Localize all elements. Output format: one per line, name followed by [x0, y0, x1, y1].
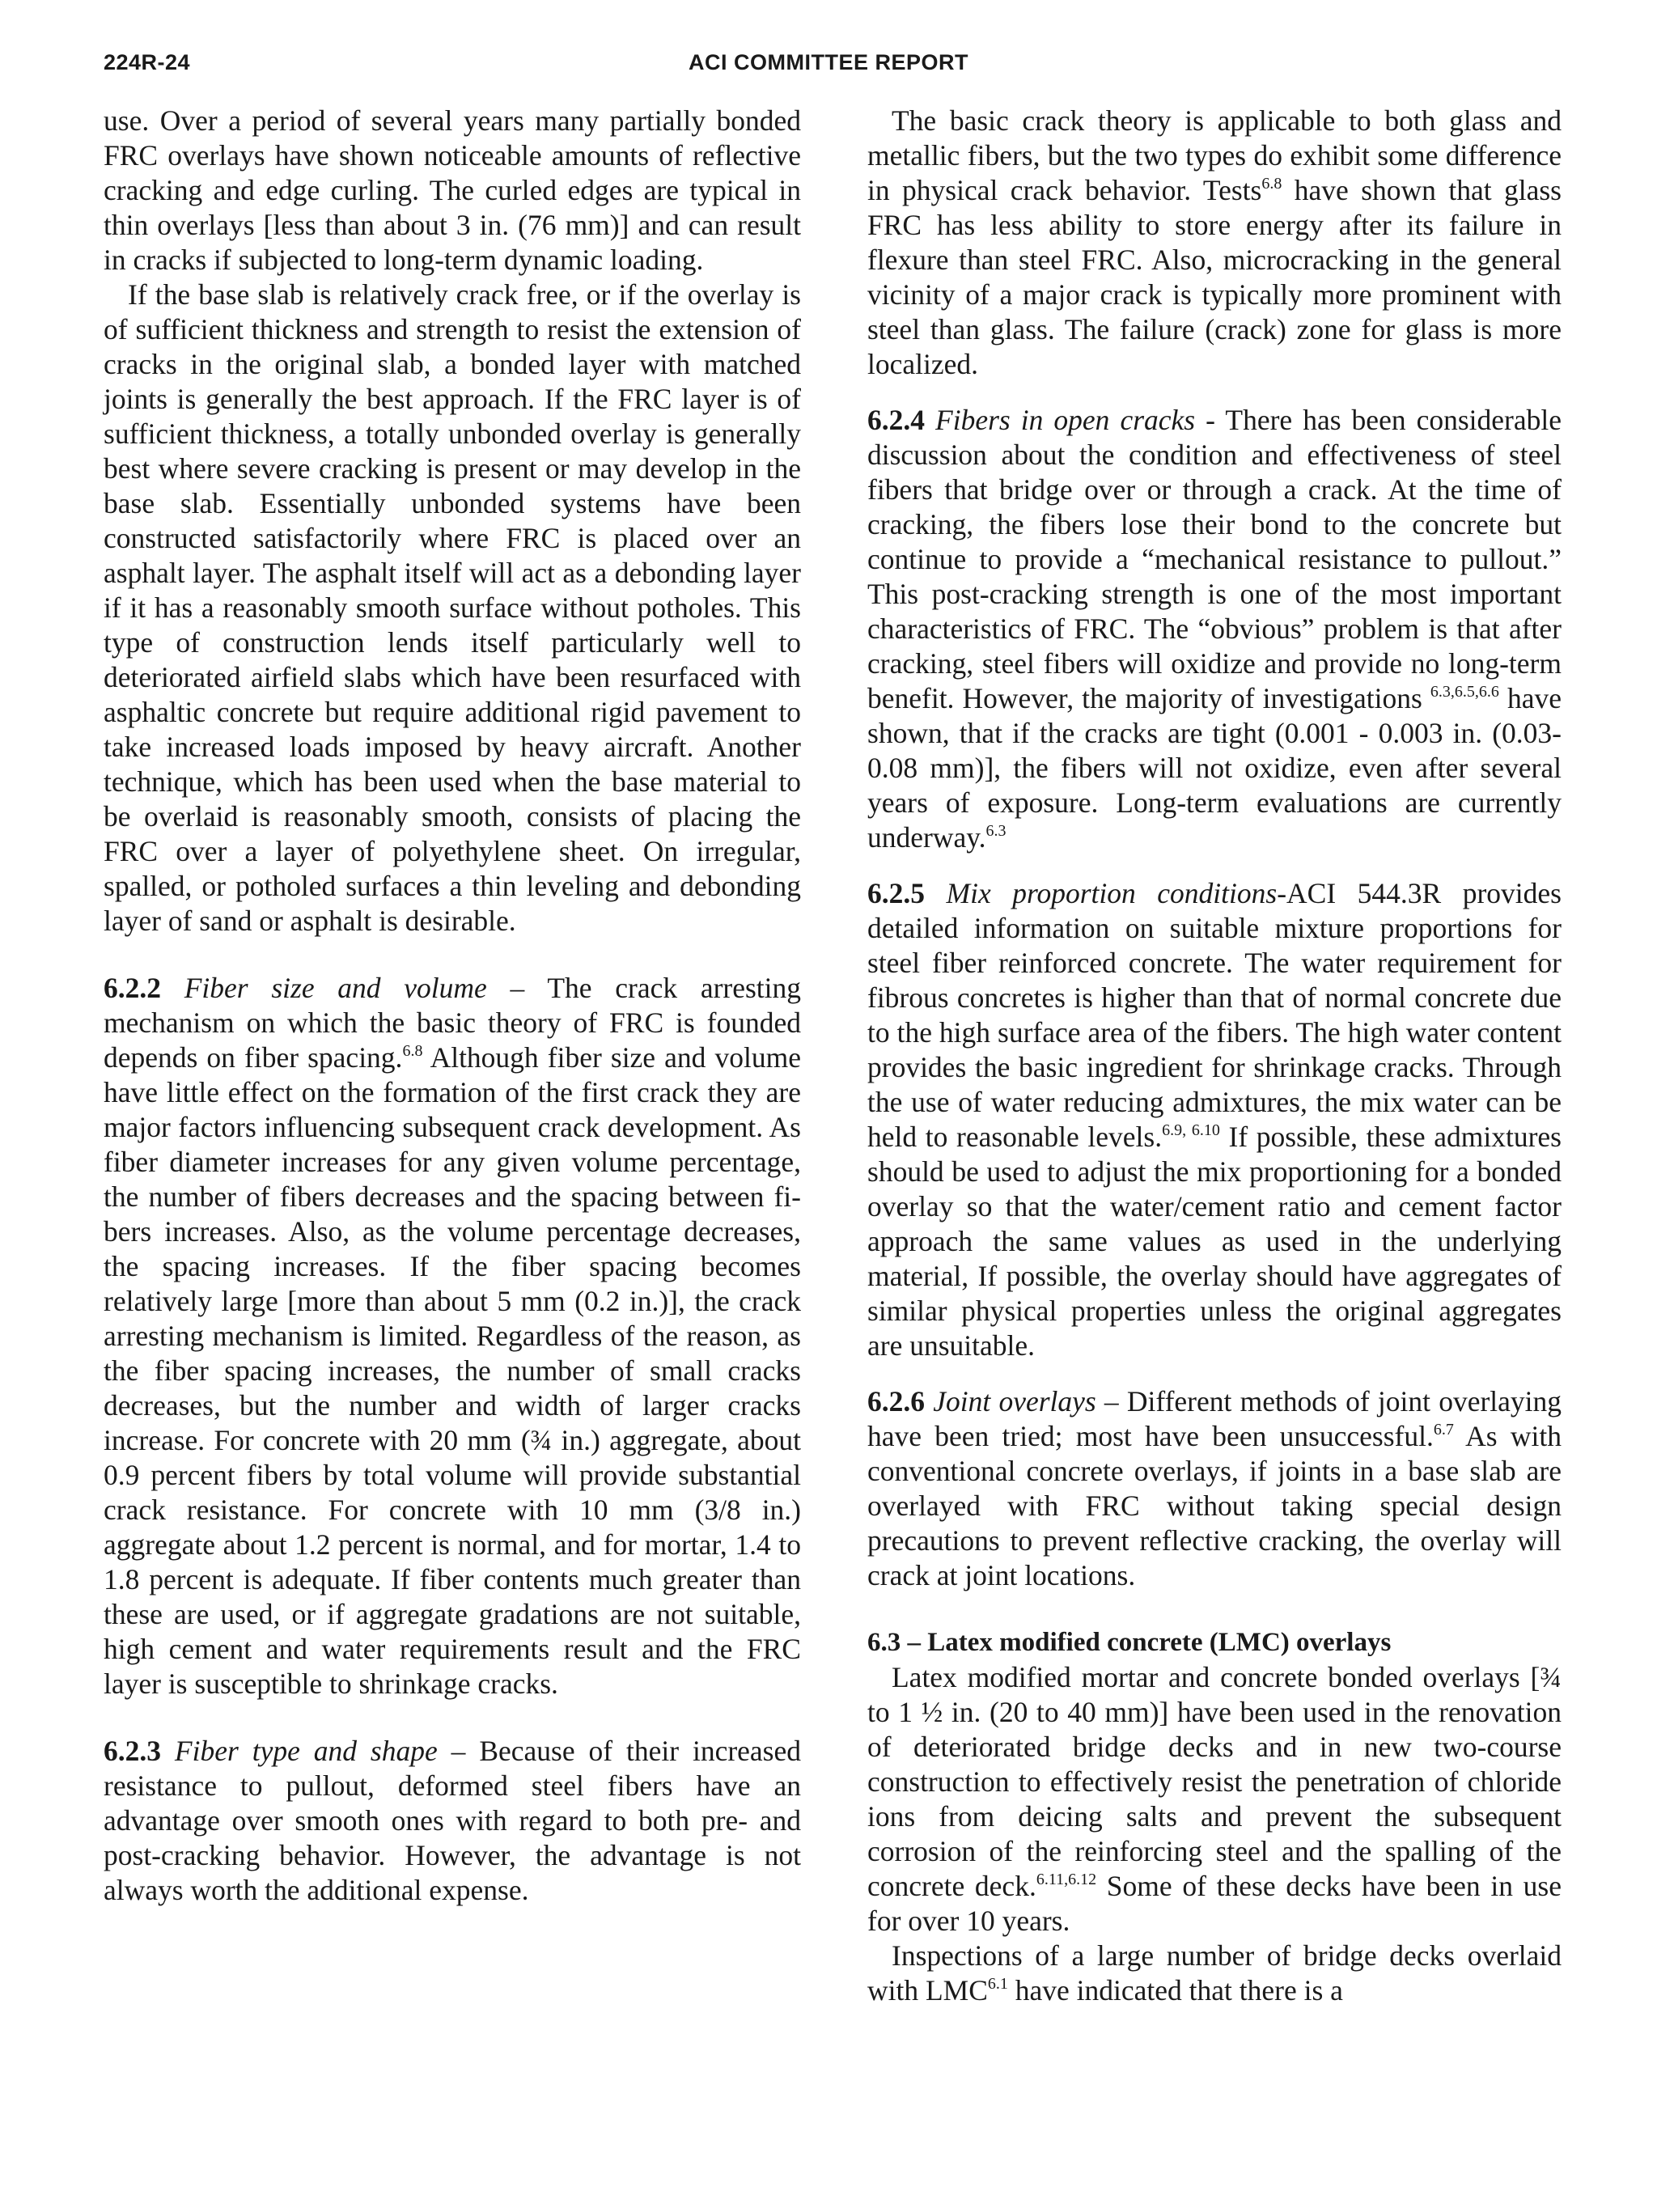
section-6-2-6 — [867, 1384, 1562, 1593]
section-6-2-5 — [867, 876, 1562, 1363]
section-dash: – — [486, 972, 548, 1004]
section-text: Different methods of joint overlaying have been tried; most have been unsuccessful. — [867, 1385, 1562, 1452]
paragraph-crack-theory — [867, 104, 1562, 382]
section-heading-6-3: 6.3 – Latex modified concrete (LMC) overlays — [867, 1628, 1392, 1657]
paragraph-lmc — [867, 1660, 1562, 1939]
running-header: ACI COMMITTEE REPORT — [689, 50, 968, 74]
section-number: 6.2.2 — [104, 972, 161, 1004]
section-dash: - — [1195, 404, 1226, 436]
section-text: If possible, these admixtures should be used to adjust the mix proportioning for a bonded overlay so that the water/cement ratio and cement factor approach the same values as used in the underlying material, If possible, the overlay should have aggregates of similar physical properties unless the original aggregates are unsuitable. — [867, 1121, 1562, 1362]
paragraph-base-slab: If the base slab is relatively crack free, or if the overlay is of sufficient thickness and strength to resist the extension of cracks in the original slab, a bonded layer with matched joints is generally the best approach. If the FRC layer is of sufficient thickness, a totally unbonded overlay is generally best where severe cracking is present or may develop in the base slab. Essentially unbonded systems have been constructed satisfactorily where FRC is placed over an asphalt layer. The asphalt itself will act as a debonding layer if it has a reasonably smooth surface without potholes. This type of construction lends itself particularly well to deteriorated airfield slabs which have been resurfaced with asphaltic concrete but require additional rigid pavement to take increased loads imposed by heavy aircraft. Another technique, which has been used when the base material to be overlaid is reasonably smooth, consists of placing the FRC over a layer of polyethylene sheet. On irregular, spalled, or potholed surfaces a thin leveling and debonding layer of sand or asphalt is desirable. — [104, 278, 801, 937]
section-title: Fibers in open cracks — [935, 404, 1196, 436]
paragraph-text: The basic crack theory is applicable to both glass and metallic fibers, but the two types do exhibit some difference in physical crack behavior. Tests — [867, 104, 1562, 206]
section-title: Mix proportion conditions — [946, 877, 1278, 909]
section-number: 6.2.6 — [867, 1385, 925, 1417]
section-6-2-2 — [104, 971, 801, 1701]
reference-superscript: 6.3,6.5,6.6 — [1430, 683, 1499, 701]
section-text: -ACI 544.3R provides detailed information on suitable mixture proportions for steel fiber reinforced concrete. The water requirement for fibrous concretes is higher than that of normal concrete due to the high surface area of the fibers. The high water content provides the basic ingredient for shrinkage cracks. Through the use of water reducing admixtures, the mix water can be held to reasonable levels. — [867, 877, 1562, 1153]
page-number: 224R-24 — [104, 50, 191, 74]
paragraph-inspections — [867, 1939, 1562, 2008]
section-title: Fiber size and volume — [184, 972, 487, 1004]
paragraph-text: Latex modified mortar and concrete bonded overlays [¾ to 1 ½ in. (20 to 40 mm)] have been used in the renovation of deteriorated bridge decks and in new two-course construction to effectively resist the penetration of chloride ions from deicing salts and prevent the subsequent corrosion of the reinforcing steel and the spalling of the concrete deck. — [867, 1661, 1562, 1902]
reference-superscript: 6.8 — [402, 1042, 423, 1060]
right-column — [867, 104, 1562, 2008]
section-text: As with conventional concrete overlays, if joints in a base slab are overlayed with FRC without taking special design precautions to prevent reflective cracking, the overlay will crack at joint locations. — [867, 1420, 1562, 1591]
section-number: 6.2.3 — [104, 1735, 161, 1767]
section-text: There has been considerable discussion about the condition and effectiveness of steel fibers that bridge over or through a crack. At the time of cracking, the fibers lose their bond to the concrete but continue to provide a “mechanical resistance to pullout.” This post-cracking strength is one of the most important characteristics of FRC. The “obvious” problem is that after cracking, steel fibers will oxidize and provide no long-term benefit. However, the majority of investigations — [867, 404, 1562, 714]
section-title: Fiber type and shape — [174, 1735, 438, 1767]
paragraph-text: Inspections of a large number of bridge decks overlaid with LMC — [867, 1939, 1562, 2006]
section-text: Although fiber size and volume have little effect on the formation of the first crack they are major factors influencing subsequent crack development. As fiber diameter increases for any given volume percentage, the number of fibers decreases and the spacing between fibers increases. Also, as the volume percentage decreases, the spacing increases. If the fiber spacing becomes relatively large [more than about 5 mm (0.2 in.)], the crack arresting mechanism is limited. Regardless of the reason, as the fiber spacing increases, the number of small cracks decreases, but the number and width of larger cracks increase. For concrete with 20 mm (¾ in.) aggregate, about 0.9 percent fibers by total volume will provide substantial crack resistance. For concrete with 10 mm (3/8 in.) aggregate about 1.2 percent is normal, and for mortar, 1.4 to 1.8 percent is adequate. If fiber contents much greater than these are used, or if aggregate gradations are not suitable, high cement and water requirements result and the FRC layer is susceptible to shrinkage cracks. — [104, 1041, 801, 1700]
paragraph-text: have indicated that there is a — [1007, 1974, 1343, 2006]
reference-superscript: 6.7 — [1433, 1421, 1454, 1439]
reference-superscript: 6.8 — [1261, 175, 1282, 193]
reference-superscript: 6.1 — [987, 1975, 1008, 1993]
section-text: have shown, that if the cracks are tight (0.001 - 0.003 in. (0.03-0.08 mm)], the fibers will not oxidize, even after several years of exposure. Long-term evaluations are currently underway. — [867, 682, 1562, 854]
section-number: 6.2.4 — [867, 404, 925, 436]
reference-superscript: 6.3 — [985, 822, 1006, 840]
section-title: Joint overlays — [933, 1385, 1096, 1417]
section-number: 6.2.5 — [867, 877, 925, 909]
section-text: Because of their increased resistance to pullout, deformed steel fibers have an advantage over smooth ones with regard to both pre- and post-cracking behavior. However, the advantage is not always worth the additional expense. — [104, 1735, 801, 1906]
paragraph-continuation: use. Over a period of several years many partially bonded FRC overlays have shown noticeable amounts of reflective cracking and edge curling. The curled edges are typical in thin overlays [less than about 3 in. (76 mm)] and can result in cracks if subjected to long-term dynamic loading. — [104, 104, 801, 276]
section-6-2-4 — [867, 403, 1562, 855]
section-6-2-3 — [104, 1734, 801, 1908]
section-text: The crack arresting mechanism on which the basic theory of FRC is founded depends on fiber spacing. — [104, 972, 802, 1074]
reference-superscript: 6.9, 6.10 — [1162, 1121, 1220, 1139]
paragraph-text: Some of these decks have been in use for over 10 years. — [867, 1870, 1562, 1937]
section-dash: – — [1095, 1385, 1127, 1417]
paragraph-text: have shown that glass FRC has less ability to store energy after its failure in flexure than steel FRC. Also, microcracking in the general vicinity of a major crack is typically more prominent with steel than glass. The failure (crack) zone for glass is more localized. — [867, 174, 1562, 380]
left-column — [104, 104, 801, 1908]
reference-superscript: 6.11,6.12 — [1036, 1871, 1097, 1888]
section-dash: – — [437, 1735, 480, 1767]
